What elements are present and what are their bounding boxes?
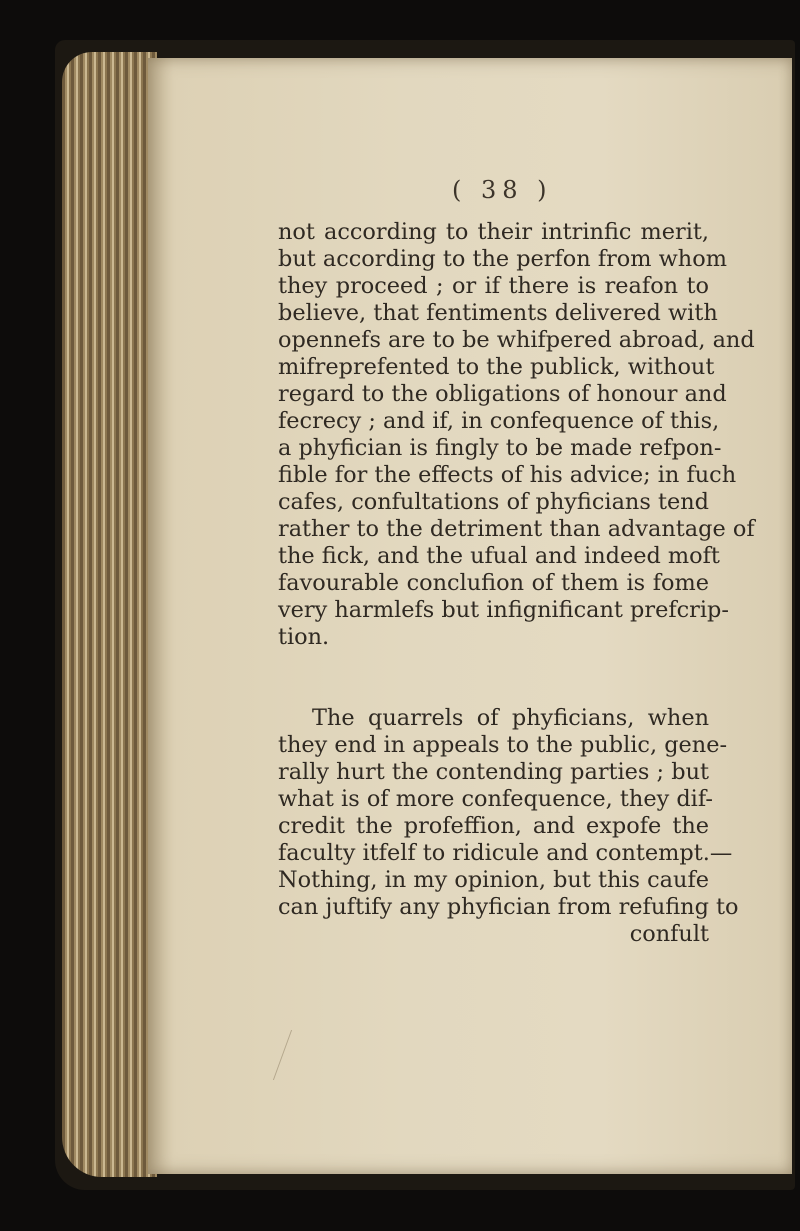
text-line: what is of more confequence, they dif- [278,786,713,812]
catchword: confult [629,921,709,947]
text-line: credit the profeffion, and expofe the [278,813,709,839]
text-line: regard to the obligations of honour and [278,381,727,407]
text-line: cafes, confultations of phyficians tend [278,489,709,515]
text-line: faculty itfelf to ridicule and contempt.— [278,840,733,866]
text-line: the fick, and the ufual and indeed moft [278,543,720,569]
text-line: they proceed ; or if there is reafon to [278,273,709,299]
text-line: fible for the effects of his advice; in fuch [278,462,737,488]
text-line: favourable conclufion of them is fome [278,570,709,596]
text-line: but according to the perfon from whom [278,246,727,272]
page-edges [62,52,157,1177]
text-line: The quarrels of phyficians, when [312,705,709,731]
text-line: rally hurt the contending parties ; but [278,759,709,785]
text-line: they end in appeals to the public, gene- [278,732,728,758]
page-number-header: ( 38 ) [452,176,553,204]
text-line: very harmlefs but infignificant prefcrip- [278,597,729,623]
text-line: can juftify any phyfician from refufing to [278,894,739,920]
text-line: tion. [278,624,330,650]
text-line: rather to the detriment than advantage of [278,516,755,542]
text-line: believe, that fentiments delivered with [278,300,718,326]
text-line: Nothing, in my opinion, but this caufe [278,867,709,893]
text-line: fecrecy ; and if, in confequence of this, [278,408,720,434]
paragraph-2 [278,705,739,948]
text-line: opennefs are to be whifpered abroad, and [278,327,755,353]
paragraph-1 [278,219,755,651]
text-line: a phyfician is fingly to be made refpon- [278,435,722,461]
text-line: mifreprefented to the publick, without [278,354,715,380]
text-line: not according to their intrinfic merit, [278,219,709,245]
